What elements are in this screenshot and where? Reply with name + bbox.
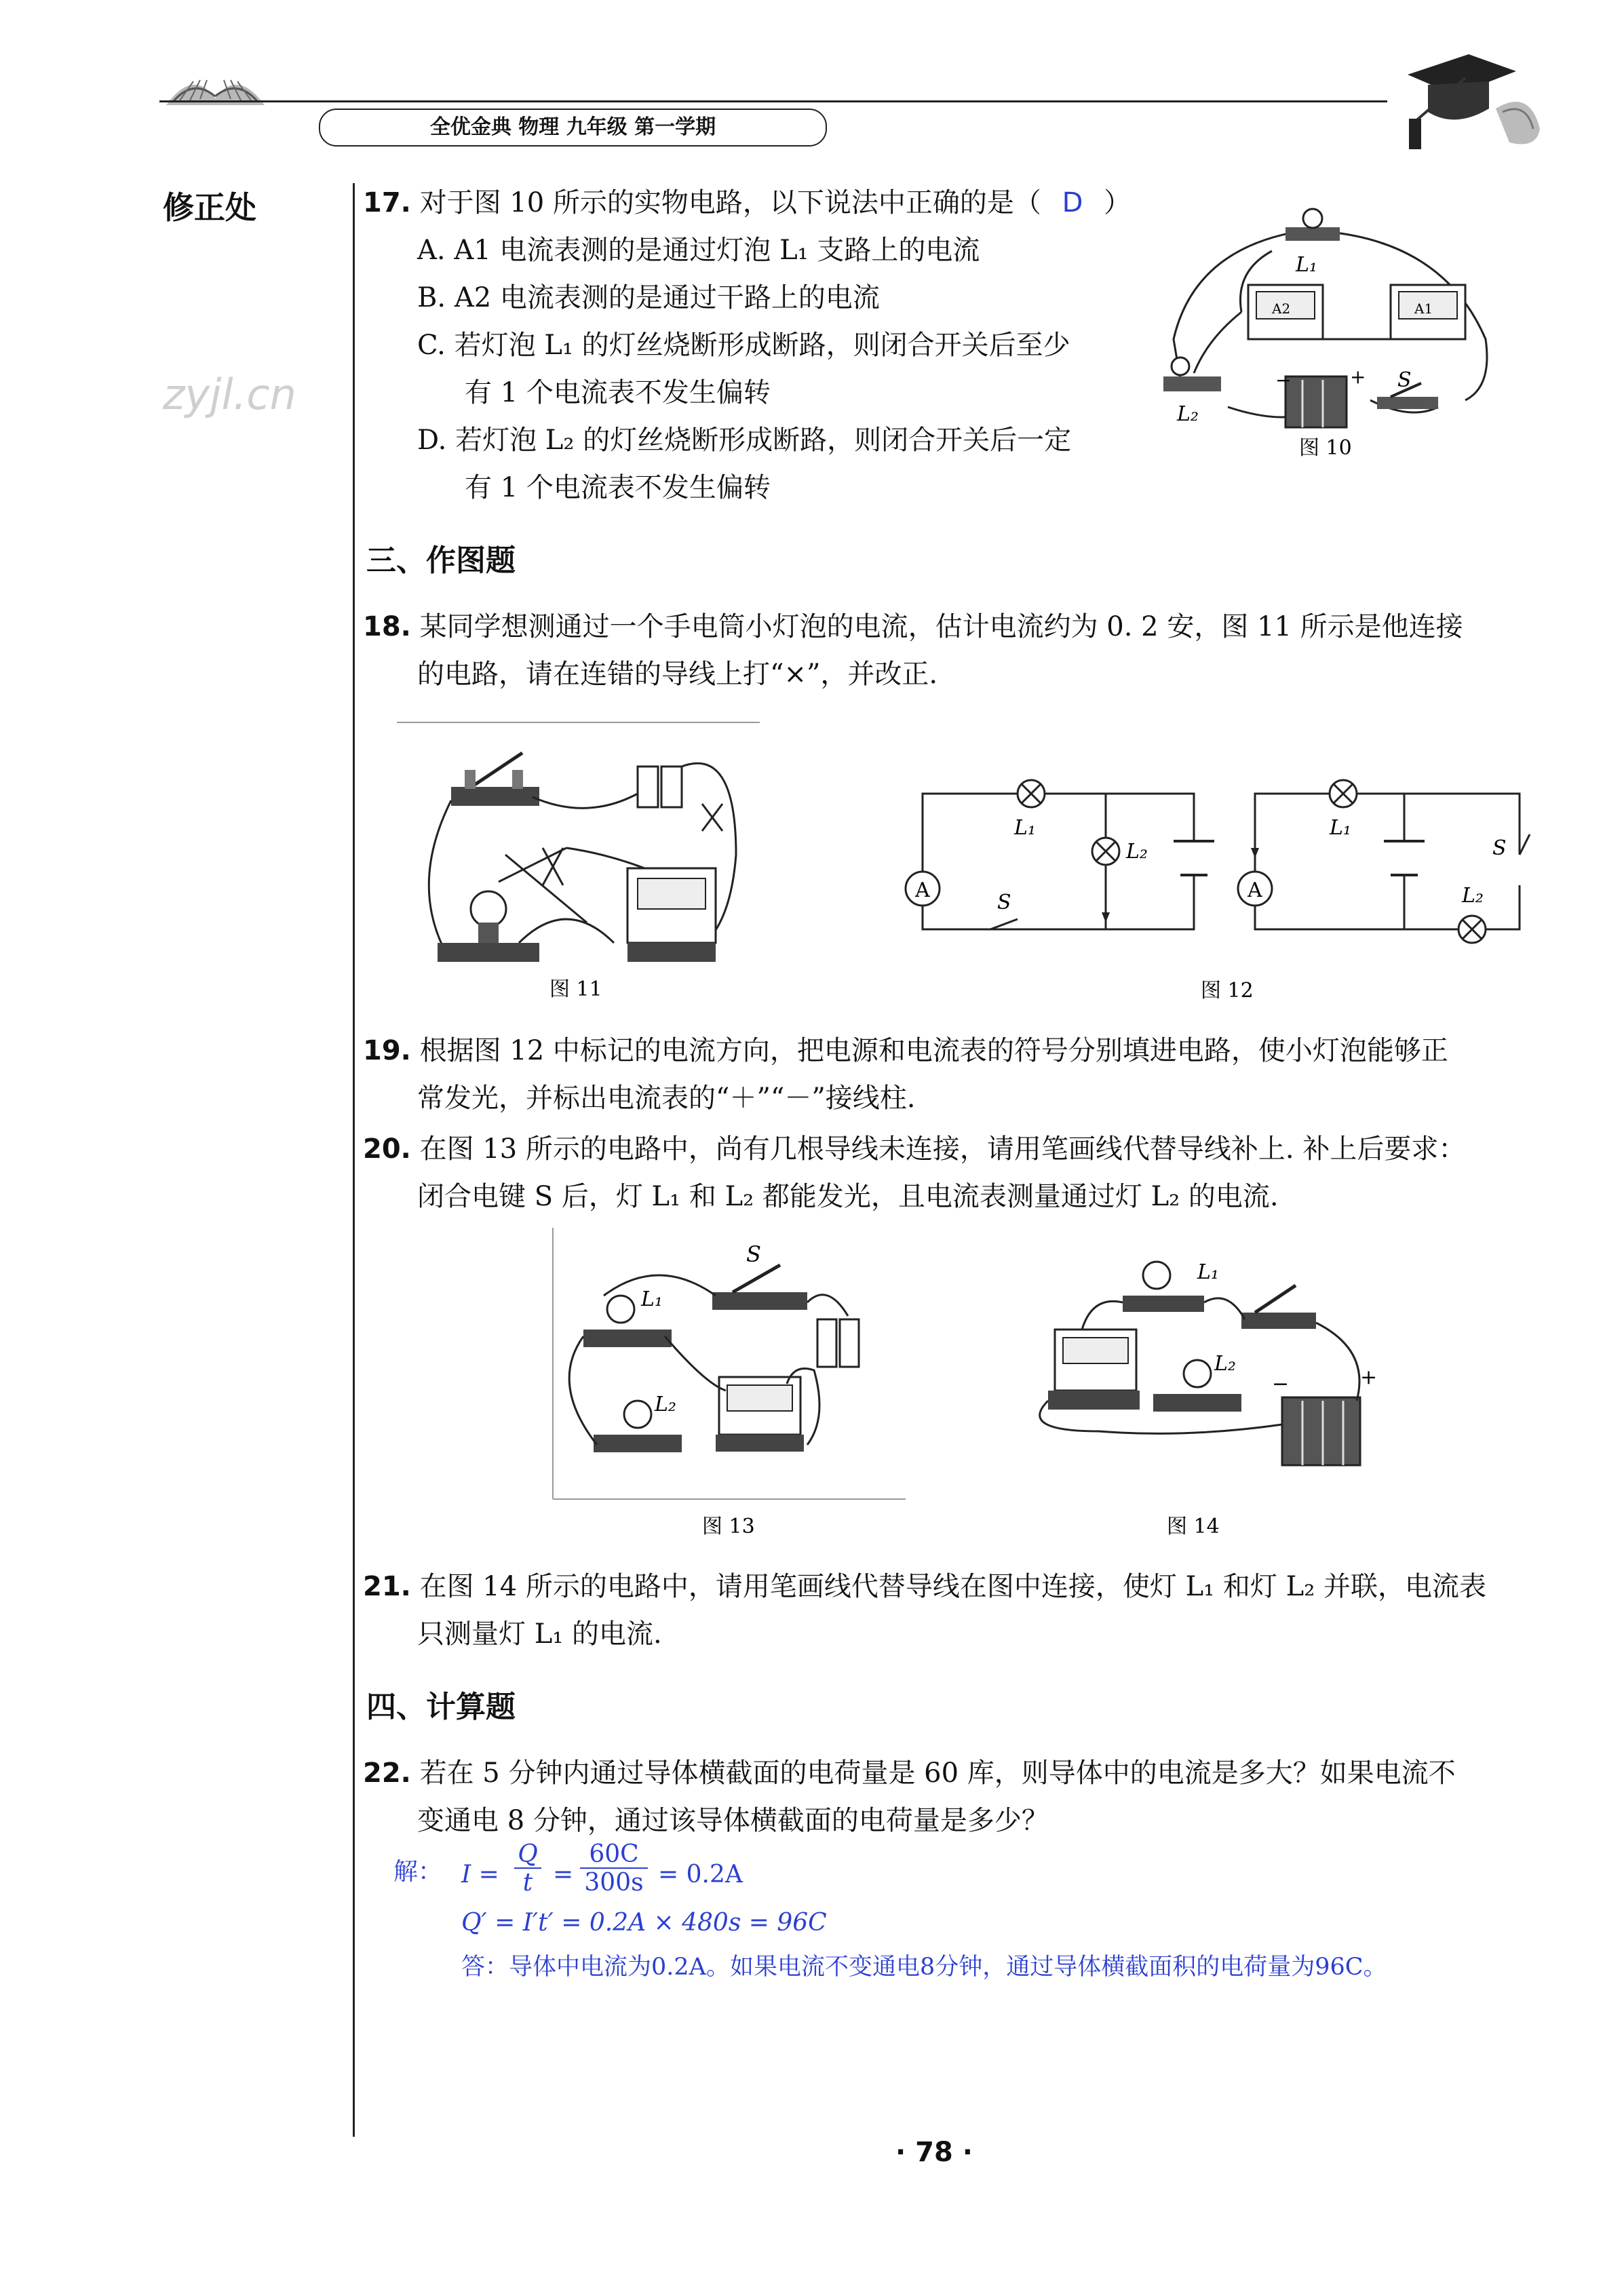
fig12-ammeter-right: A bbox=[1248, 878, 1262, 902]
figure-12 bbox=[895, 767, 1547, 1004]
frac2 bbox=[580, 1842, 648, 1897]
q22-text-1: 若在 5 分钟内通过导体横截面的电荷量是 60 库，则导体中的电流是多大？如果电流不 bbox=[419, 1758, 1456, 1789]
fig10-label-l2: L₂ bbox=[1177, 402, 1199, 426]
q19-line1 bbox=[363, 1028, 1448, 1074]
fig12-label-s-left: S bbox=[997, 891, 1011, 914]
q21-line2: 只测量灯 L₁ 的电流. bbox=[417, 1618, 662, 1650]
q17-answer: D bbox=[1062, 187, 1083, 218]
margin-label: 修正处 bbox=[163, 189, 256, 226]
fig12-label-l2-left: L₂ bbox=[1126, 840, 1148, 864]
graduation-cap-logo bbox=[1401, 47, 1550, 156]
q17-option-b: B. A2 电流表测的是通过干路上的电流 bbox=[417, 282, 880, 313]
q22-line1 bbox=[363, 1750, 1456, 1796]
figure-10 bbox=[1153, 203, 1506, 461]
q17-option-d-cont: 有 1 个电流表不发生偏转 bbox=[465, 472, 771, 503]
q20-line2: 闭合电键 S 后，灯 L₁ 和 L₂ 都能发光，且电流表测量通过灯 L₂ 的电流. bbox=[417, 1181, 1279, 1212]
fig14-caption: 图 14 bbox=[1167, 1515, 1220, 1538]
solution-answer: 答：导体中电流为0.2A。如果电流不变通电8分钟，通过导体横截面积的电荷量为96C。 bbox=[461, 1954, 1387, 1981]
section-3-title: 三、作图题 bbox=[366, 543, 516, 578]
graduation-cap-icon bbox=[1401, 47, 1550, 156]
fig14-minus: − bbox=[1272, 1372, 1290, 1396]
fig13-switch bbox=[712, 1265, 807, 1310]
figure-14 bbox=[1018, 1248, 1397, 1540]
solution-eq2: Q′ = I′t′ = 0.2A × 480s = 96C bbox=[461, 1909, 827, 1937]
q19-line2: 常发光，并标出电流表的“＋”“－”接线柱. bbox=[417, 1083, 916, 1114]
q19-text-1: 根据图 12 中标记的电流方向，把电源和电流表的符号分别填进电路，使小灯泡能够正 bbox=[419, 1035, 1448, 1066]
book-icon bbox=[159, 61, 271, 112]
fig12-label-l2-right: L₂ bbox=[1462, 884, 1484, 908]
margin-divider bbox=[353, 183, 355, 2137]
section-4-title: 四、计算题 bbox=[366, 1690, 516, 1724]
q18-line1 bbox=[363, 604, 1463, 650]
fig12-label-l1-left: L₁ bbox=[1014, 816, 1036, 840]
cross-mark-1 bbox=[543, 848, 563, 885]
ammeter bbox=[627, 868, 716, 962]
fig13-caption: 图 13 bbox=[702, 1515, 755, 1538]
q18-line2: 的电路，请在连错的导线上打“×”，并改正. bbox=[417, 659, 938, 690]
header-title-box bbox=[319, 109, 827, 147]
q18-text-1: 某同学想测通过一个手电筒小灯泡的电流，估计电流约为 0. 2 安，图 11 所示是他连接 bbox=[419, 611, 1463, 642]
fig13-battery bbox=[817, 1319, 859, 1367]
fig12-lamp-right-l2 bbox=[1458, 916, 1486, 943]
frac1-numerator: Q bbox=[518, 1840, 538, 1868]
battery bbox=[1285, 376, 1347, 427]
watermark: zyjl.cn bbox=[163, 370, 296, 419]
fig12-lamp-left-l1 bbox=[1018, 780, 1045, 807]
frac2-denominator: 300s bbox=[584, 1869, 644, 1897]
q17-option-a: A. A1 电流表测的是通过灯泡 L₁ 支路上的电流 bbox=[417, 235, 980, 266]
fig13-label-l2: L₂ bbox=[655, 1393, 676, 1416]
q21-line1 bbox=[363, 1564, 1486, 1610]
q20-line1 bbox=[363, 1126, 1465, 1172]
fig10-label-l1: L₁ bbox=[1296, 253, 1317, 277]
fig13-ammeter bbox=[716, 1377, 804, 1452]
eq1-equals: = bbox=[553, 1861, 574, 1888]
fig14-switch bbox=[1241, 1285, 1316, 1329]
ammeter-a2 bbox=[1248, 285, 1323, 339]
fig12-lamp-left-l2 bbox=[1092, 838, 1119, 865]
fig14-bulb-l1 bbox=[1123, 1262, 1204, 1312]
frac1 bbox=[514, 1842, 541, 1897]
q20-number: 20. bbox=[363, 1133, 411, 1165]
q21-number: 21. bbox=[363, 1571, 411, 1602]
fig14-ammeter bbox=[1048, 1330, 1140, 1410]
fig14-label-l1: L₁ bbox=[1197, 1260, 1219, 1284]
fig14-label-l2: L₂ bbox=[1214, 1352, 1236, 1376]
fig10-minus: − bbox=[1275, 369, 1292, 391]
fig13-label-s: S bbox=[746, 1241, 761, 1267]
q17-option-d: D. 若灯泡 L₂ 的灯丝烧断形成断路，则闭合开关后一定 bbox=[417, 425, 1072, 456]
q17-option-c-cont: 有 1 个电流表不发生偏转 bbox=[465, 377, 771, 408]
bulb-l1 bbox=[1285, 209, 1340, 241]
switch bbox=[451, 753, 539, 806]
fig10-label-s: S bbox=[1397, 368, 1412, 392]
fig14-battery bbox=[1282, 1397, 1360, 1465]
q17-option-c: C. 若灯泡 L₁ 的灯丝烧断形成断路，则闭合开关后至少 bbox=[417, 330, 1070, 361]
fig12-ammeter-left: A bbox=[915, 878, 930, 902]
page-number: · 78 · bbox=[895, 2137, 973, 2168]
figure-11 bbox=[397, 719, 763, 1004]
q22-number: 22. bbox=[363, 1758, 411, 1789]
q21-text-1: 在图 14 所示的电路中，请用笔画线代替导线在图中连接，使灯 L₁ 和灯 L₂ 并联，电流表 bbox=[419, 1571, 1486, 1602]
q17-stem bbox=[363, 180, 1131, 226]
solution-label: 解： bbox=[393, 1858, 443, 1886]
bulb-l2 bbox=[1163, 357, 1221, 391]
frac1-denominator: t bbox=[522, 1869, 533, 1897]
q19-number: 19. bbox=[363, 1035, 411, 1066]
battery-cells bbox=[638, 767, 682, 807]
q22-line2: 变通电 8 分钟，通过该导体横截面的电荷量是多少？ bbox=[417, 1805, 1049, 1836]
fig13-label-l1: L₁ bbox=[641, 1287, 663, 1311]
figure-13 bbox=[549, 1228, 909, 1540]
header-rule bbox=[159, 100, 1387, 102]
bulb bbox=[438, 891, 539, 962]
q17-number: 17. bbox=[363, 187, 411, 218]
fig12-label-s-right: S bbox=[1492, 836, 1507, 860]
fig10-label-a2: A2 bbox=[1272, 300, 1291, 317]
fig10-plus: + bbox=[1350, 366, 1366, 388]
frac2-numerator: 60C bbox=[589, 1840, 639, 1868]
fig10-label-a1: A1 bbox=[1414, 300, 1433, 317]
header-book-logo bbox=[159, 61, 271, 112]
q17-stem-text: 对于图 10 所示的实物电路，以下说法中正确的是（ bbox=[419, 187, 1041, 218]
q20-text-1: 在图 13 所示的电路中，尚有几根导线未连接，请用笔画线代替导线补上. 补上后要求： bbox=[419, 1133, 1466, 1165]
fig12-lamp-right-l1 bbox=[1330, 780, 1357, 807]
book-title: 全优金典 物理 九年级 第一学期 bbox=[429, 115, 716, 139]
eq1-lhs: I = bbox=[461, 1861, 499, 1888]
ammeter-a1 bbox=[1391, 285, 1465, 339]
fig14-plus: + bbox=[1360, 1365, 1378, 1389]
fig10-caption: 图 10 bbox=[1299, 436, 1352, 460]
q17-stem-end: ） bbox=[1104, 187, 1132, 218]
fig12-caption: 图 12 bbox=[1201, 979, 1254, 1003]
q18-number: 18. bbox=[363, 611, 411, 642]
fig11-caption: 图 11 bbox=[549, 977, 602, 1001]
eq1-result: = 0.2A bbox=[658, 1861, 743, 1888]
cross-mark-2 bbox=[702, 804, 722, 831]
fig12-label-l1-right: L₁ bbox=[1330, 816, 1351, 840]
